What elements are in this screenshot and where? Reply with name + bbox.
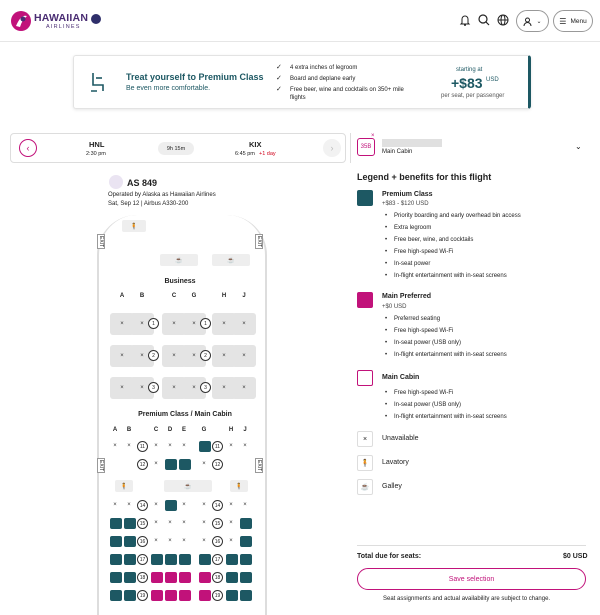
seat-unavailable: ×: [202, 538, 206, 544]
seat-unavailable: ×: [229, 520, 233, 526]
legend-feature: [382, 213, 521, 219]
origin-code: HNL: [89, 140, 105, 149]
feature-text: Priority boarding and early overhead bin access: [394, 213, 521, 219]
main-name: Main Cabin: [382, 374, 420, 381]
row-number: 14: [137, 500, 148, 511]
premium-seat[interactable]: [124, 554, 136, 565]
business-seat-unavailable: ×: [162, 345, 186, 367]
next-flight-button[interactable]: [323, 139, 341, 157]
feature-text: Preferred seating: [394, 316, 441, 322]
feature-icon: •: [384, 261, 388, 267]
seat-unavailable: ×: [113, 502, 117, 508]
business-seat-unavailable: ×: [182, 377, 206, 399]
seat-unavailable: ×: [154, 520, 158, 526]
preferred-seat[interactable]: [179, 590, 191, 601]
legend-feature: [382, 390, 453, 396]
promo-benefit: ✓ Free beer, wine and cocktails on 350+ mile flights: [276, 86, 404, 101]
row-number: 11: [212, 441, 223, 452]
row-number: 3: [200, 382, 211, 393]
preferred-price: +$0 USD: [382, 304, 407, 310]
premium-seat[interactable]: [240, 590, 252, 601]
chevron-down-icon: ⌄: [536, 18, 542, 25]
previous-flight-button[interactable]: [19, 139, 37, 157]
preferred-seat[interactable]: [151, 590, 163, 601]
row-number: 11: [137, 441, 148, 452]
exit-label: EXIT: [98, 236, 104, 248]
premium-seat[interactable]: [124, 536, 136, 547]
seat-unavailable: ×: [229, 538, 233, 544]
row-number: 14: [212, 500, 223, 511]
premium-seat[interactable]: [110, 518, 122, 529]
premium-seat[interactable]: [110, 554, 122, 565]
total-value: $0 USD: [563, 553, 588, 560]
column-label: J: [242, 293, 246, 299]
legend-feature: [382, 340, 461, 346]
seat-unavailable: ×: [182, 502, 186, 508]
feature-text: Free high-speed Wi-Fi: [394, 328, 454, 334]
galley-label: Galley: [382, 483, 402, 490]
account-button[interactable]: [516, 10, 549, 32]
row-number: 3: [148, 382, 159, 393]
seat-unavailable: ×: [182, 520, 186, 526]
premium-seat[interactable]: [226, 572, 238, 583]
seat-unavailable: ×: [113, 443, 117, 449]
premium-seat[interactable]: [165, 500, 177, 511]
main-section-label: Premium Class / Main Cabin: [138, 411, 232, 418]
origin-time: 2:30 pm: [86, 151, 106, 157]
premium-seat[interactable]: [165, 459, 177, 470]
business-seat-unavailable: ×: [130, 313, 154, 335]
feature-icon: •: [384, 237, 388, 243]
user-icon: [523, 17, 532, 26]
premium-seat[interactable]: [124, 590, 136, 601]
premium-seat[interactable]: [165, 554, 177, 565]
exit-label: EXIT: [256, 236, 262, 248]
globe-icon[interactable]: [496, 13, 510, 27]
legend-feature: [382, 225, 431, 231]
duration-pill: 9h 15m: [158, 142, 194, 155]
promo-subtitle: Be even more comfortable.: [126, 85, 211, 92]
hamburger-icon: ☰: [559, 16, 567, 26]
feature-icon: •: [384, 414, 388, 420]
promo-per: per seat, per passenger: [441, 93, 505, 99]
row-number: 15: [212, 518, 223, 529]
save-selection-button[interactable]: Save selection: [357, 568, 586, 590]
premium-seat[interactable]: [151, 554, 163, 565]
seat-unavailable: ×: [168, 443, 172, 449]
row-number: 18: [137, 572, 148, 583]
galley-icon: ☕: [212, 254, 250, 266]
row-number: 12: [137, 459, 148, 470]
chevron-down-icon[interactable]: ⌄: [575, 142, 582, 151]
legend-feature: [382, 261, 430, 267]
seat-unavailable: ×: [168, 538, 172, 544]
legend-feature: [382, 249, 453, 255]
divider: [350, 133, 351, 163]
premium-seat[interactable]: [226, 554, 238, 565]
seat-unavailable: ×: [182, 443, 186, 449]
hawaiian-logo-icon[interactable]: [10, 10, 32, 32]
premium-seat[interactable]: [240, 572, 252, 583]
seat-unavailable: ×: [168, 520, 172, 526]
chevron-left-icon: ‹: [26, 143, 30, 153]
feature-text: In-flight entertainment with in-seat screens: [394, 273, 507, 279]
lavatory-icon: 🧍: [230, 480, 248, 492]
preferred-seat[interactable]: [165, 572, 177, 583]
legend-feature: [382, 328, 453, 334]
promo-benefit: ✓ Board and deplane early: [276, 75, 356, 82]
premium-seat[interactable]: [179, 459, 191, 470]
column-label: A: [112, 427, 118, 433]
seat-unavailable: ×: [229, 443, 233, 449]
unavailable-swatch: ×: [357, 431, 373, 447]
premium-seat[interactable]: [199, 441, 211, 452]
row-number: 17: [137, 554, 148, 565]
dest-time: 6:45 pm: [235, 151, 255, 157]
premium-seat[interactable]: [240, 536, 252, 547]
seat-unavailable: ×: [154, 538, 158, 544]
promo-starting-at: starting at: [456, 67, 483, 73]
premium-seat[interactable]: [110, 590, 122, 601]
premium-swatch: [357, 190, 373, 206]
column-label: B: [139, 293, 145, 299]
seat-unavailable: ×: [243, 502, 247, 508]
seat-unavailable: ×: [154, 461, 158, 467]
column-label: G: [201, 427, 207, 433]
lavatory-icon: 🧍: [122, 220, 146, 232]
feature-text: In-seat power (USB only): [394, 340, 462, 346]
business-seat-unavailable: ×: [162, 313, 186, 335]
premium-seat[interactable]: [124, 572, 136, 583]
preferred-seat[interactable]: [199, 590, 211, 601]
row-number: 1: [148, 318, 159, 329]
row-number: 1: [200, 318, 211, 329]
exit-label: EXIT: [98, 460, 104, 472]
row-number: 17: [212, 554, 223, 565]
premium-seat[interactable]: [199, 554, 211, 565]
seat-unavailable: ×: [202, 461, 206, 467]
lavatory-label: Lavatory: [382, 459, 409, 466]
row-number: 12: [212, 459, 223, 470]
row-number: 18: [212, 572, 223, 583]
bell-icon[interactable]: [458, 13, 472, 27]
feature-text: In-flight entertainment with in-seat screens: [394, 352, 507, 358]
seat-unavailable: ×: [154, 443, 158, 449]
row-number: 16: [212, 536, 223, 547]
preferred-seat[interactable]: [179, 572, 191, 583]
feature-icon: •: [384, 316, 388, 322]
seat-unavailable: ×: [154, 502, 158, 508]
premium-seat[interactable]: [110, 536, 122, 547]
legend-feature: [382, 402, 461, 408]
row-number: 19: [212, 590, 223, 601]
feature-icon: •: [384, 225, 388, 231]
check-icon: ✓: [276, 86, 282, 93]
search-icon[interactable]: [477, 13, 491, 27]
galley-icon: ☕: [160, 254, 198, 266]
menu-button[interactable]: [553, 10, 593, 32]
close-icon[interactable]: ×: [371, 133, 375, 139]
seat-unavailable: ×: [202, 520, 206, 526]
disclaimer: Seat assignments and actual availability are subject to change.: [383, 596, 551, 602]
promo-price: +$83: [451, 75, 483, 91]
legend-title: Legend + benefits for this flight: [357, 172, 492, 182]
check-icon: ✓: [276, 75, 282, 82]
galley-icon: ☕: [357, 479, 373, 495]
legend-feature: [382, 414, 507, 420]
column-label: A: [119, 293, 125, 299]
premium-seat[interactable]: [124, 518, 136, 529]
preferred-swatch: [357, 292, 373, 308]
business-seat-unavailable: ×: [212, 377, 236, 399]
feature-text: Free high-speed Wi-Fi: [394, 249, 454, 255]
dest-code: KIX: [249, 140, 262, 149]
brand-sub: AIRLINES: [46, 24, 81, 30]
legend-feature: [382, 237, 473, 243]
premium-upsell-banner: [73, 55, 531, 109]
legend-feature: [382, 273, 507, 279]
passenger-name-redacted: [382, 139, 442, 147]
business-seat-unavailable: ×: [232, 345, 256, 367]
business-seat-unavailable: ×: [212, 313, 236, 335]
feature-text: Free high-speed Wi-Fi: [394, 390, 454, 396]
column-label: G: [191, 293, 197, 299]
business-section-label: Business: [164, 278, 196, 285]
column-label: H: [221, 293, 227, 299]
promo-benefit: ✓ 4 extra inches of legroom: [276, 64, 358, 71]
feature-icon: •: [384, 328, 388, 334]
seat-unavailable: ×: [182, 538, 186, 544]
row-number: 2: [148, 350, 159, 361]
feature-icon: •: [384, 249, 388, 255]
exit-label: EXIT: [256, 460, 262, 472]
feature-text: Extra legroom: [394, 225, 432, 231]
business-seat-unavailable: ×: [212, 345, 236, 367]
dest-day-offset: +1 day: [259, 151, 276, 157]
preferred-seat[interactable]: [165, 590, 177, 601]
preferred-seat[interactable]: [151, 572, 163, 583]
business-seat-unavailable: ×: [232, 313, 256, 335]
business-seat-unavailable: ×: [182, 313, 206, 335]
seat-icon: [88, 70, 110, 94]
seat-unavailable: ×: [202, 502, 206, 508]
business-seat-unavailable: ×: [110, 345, 134, 367]
promo-title: Treat yourself to Premium Class: [126, 72, 264, 82]
column-label: C: [153, 427, 159, 433]
feature-text: In-flight entertainment with in-seat screens: [394, 414, 507, 420]
column-label: J: [243, 427, 247, 433]
feature-icon: •: [384, 390, 388, 396]
seat-unavailable: ×: [127, 443, 131, 449]
feature-text: Free beer, wine, and cocktails: [394, 237, 474, 243]
row-number: 16: [137, 536, 148, 547]
premium-seat[interactable]: [240, 518, 252, 529]
feature-icon: •: [384, 402, 388, 408]
total-label: Total due for seats:: [357, 553, 422, 560]
premium-seat[interactable]: [110, 572, 122, 583]
premium-seat[interactable]: [179, 554, 191, 565]
business-seat-unavailable: ×: [110, 377, 134, 399]
feature-text: In-seat power: [394, 261, 431, 267]
business-seat-unavailable: ×: [130, 377, 154, 399]
premium-seat[interactable]: [226, 590, 238, 601]
business-seat-unavailable: ×: [162, 377, 186, 399]
column-label: D: [167, 427, 173, 433]
feature-icon: •: [384, 273, 388, 279]
flight-segment-bar: [10, 133, 346, 163]
flight-date-aircraft: Sat, Sep 12 | Airbus A330-200: [108, 201, 189, 207]
passenger-seat-selector[interactable]: [350, 133, 590, 163]
feature-icon: •: [384, 213, 388, 219]
lavatory-icon: 🧍: [357, 455, 373, 471]
seat-cabin: Main Cabin: [382, 149, 413, 155]
brand-name: HAWAIIAN: [34, 12, 89, 24]
unavailable-label: Unavailable: [382, 435, 419, 442]
alaska-logo-icon: [109, 175, 123, 189]
preferred-seat[interactable]: [199, 572, 211, 583]
business-seat-unavailable: ×: [182, 345, 206, 367]
main-swatch: [357, 370, 373, 386]
galley-icon: ☕: [164, 480, 212, 492]
lavatory-icon: 🧍: [115, 480, 133, 492]
row-number: 19: [137, 590, 148, 601]
check-icon: ✓: [276, 64, 282, 71]
column-label: E: [181, 427, 186, 433]
business-seat-unavailable: ×: [130, 345, 154, 367]
row-number: 2: [200, 350, 211, 361]
site-header: [0, 0, 600, 42]
feature-text: In-seat power (USB only): [394, 402, 462, 408]
premium-seat[interactable]: [240, 554, 252, 565]
column-label: H: [228, 427, 234, 433]
seat-badge: 35B: [357, 138, 375, 156]
legend-feature: [382, 352, 507, 358]
menu-label: Menu: [570, 17, 587, 25]
premium-price: +$83 - $120 USD: [382, 201, 429, 207]
seat-unavailable: ×: [127, 502, 131, 508]
business-seat-unavailable: ×: [110, 313, 134, 335]
operated-by: Operated by Alaska as Hawaiian Airlines: [108, 192, 216, 198]
seat-unavailable: ×: [229, 502, 233, 508]
oneworld-badge-icon: [91, 14, 101, 24]
business-seat-unavailable: ×: [232, 377, 256, 399]
seat-unavailable: ×: [243, 443, 247, 449]
chevron-right-icon: ›: [330, 143, 334, 153]
preferred-name: Main Preferred: [382, 293, 432, 300]
column-label: C: [171, 293, 177, 299]
legend-feature: [382, 316, 440, 322]
feature-icon: •: [384, 352, 388, 358]
divider: [357, 545, 586, 546]
column-label: B: [126, 427, 132, 433]
premium-name: Premium Class: [382, 191, 433, 198]
promo-currency: USD: [486, 77, 499, 83]
flight-number: AS 849: [127, 178, 158, 188]
feature-icon: •: [384, 340, 388, 346]
row-number: 15: [137, 518, 148, 529]
